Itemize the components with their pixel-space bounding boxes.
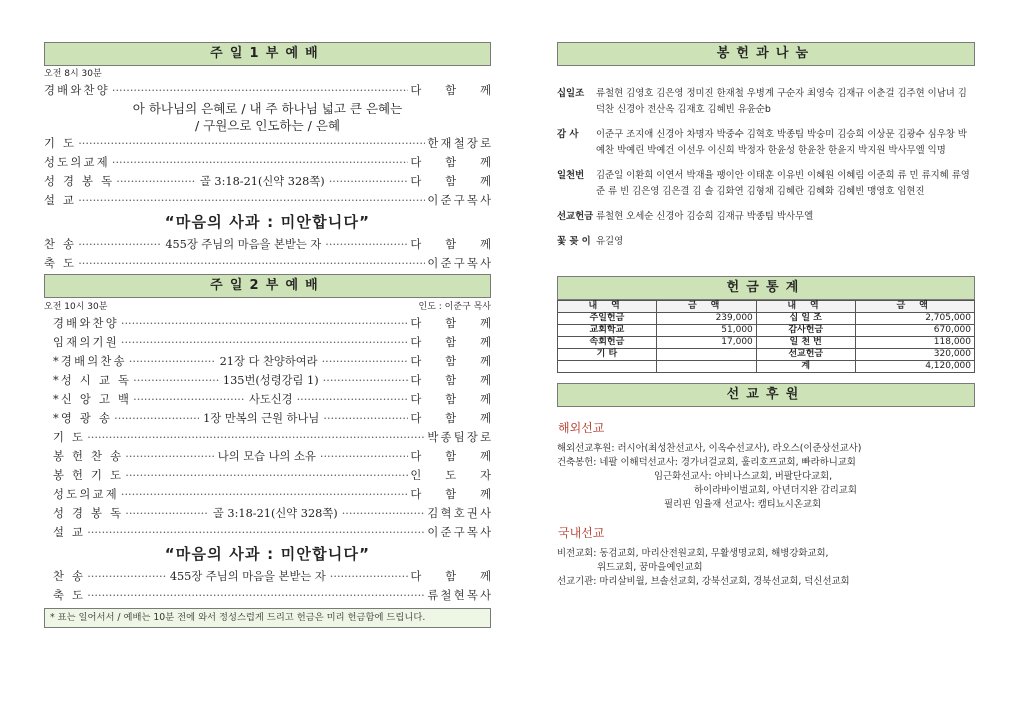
order-label: 임재의기원: [53, 336, 119, 349]
mission-line: 비전교회: 동검교회, 마리산전원교회, 무활생명교회, 해병강화교회,: [557, 548, 829, 559]
table-cell: 십 일 조: [756, 313, 855, 325]
opening-hymn-lyrics: [44, 100, 491, 134]
order-label: 설 교: [53, 526, 86, 539]
order-row: [44, 134, 494, 153]
domestic-heading: 국내선교: [558, 526, 605, 540]
leader-dots: [121, 333, 409, 352]
order-detail: 사도신경: [248, 393, 293, 406]
offering-entry: [557, 86, 975, 118]
order-label: *영 광 송: [53, 412, 113, 425]
offering-entry: [557, 127, 975, 159]
order-row: [53, 567, 502, 586]
leader-dots: [125, 447, 214, 466]
service1-title: 주일1부예배: [44, 42, 491, 66]
leader-dots: [323, 409, 408, 428]
order-row: [44, 254, 494, 273]
order-label: 성 경 봉 독: [53, 507, 124, 520]
table-cell: 51,000: [656, 325, 756, 337]
mission-line: 필리핀 임율재 선교사: 캠티뇨시온교회: [664, 499, 822, 510]
order-row: [44, 81, 502, 100]
leader-dots: [322, 352, 409, 371]
order-row: [53, 504, 494, 523]
table-cell: 4,120,000: [855, 361, 974, 373]
order-label: 설 교: [44, 194, 77, 207]
offering-category: 일천번: [557, 170, 585, 181]
worship-note: * 표는 일어서서 / 예배는 10분 전에 와서 정성스럽게 드리고 헌금은 미리 헌금함에 드립니다.: [44, 608, 491, 628]
order-row: [53, 314, 502, 333]
order-detail: 나의 모습 나의 소유: [217, 450, 316, 463]
service2-title: 주일2부예배: [44, 274, 491, 298]
offering-names: 이준구 조지애 신경아 차명자 박중수 김혁호 박종팀 박숭미 김승희 이상문 김광수 심우창 박예찬 박예린 박예건 이선우 이신희 박정자 한윤성 한윤찬 한윤지 박지원 박사무엘 익명: [596, 129, 967, 156]
table-cell: 2,705,000: [855, 313, 974, 325]
leader-dots: [133, 390, 245, 409]
table-cell: 교회학교: [558, 325, 657, 337]
order-leader: 다 함 께: [410, 238, 502, 251]
domestic-list: [557, 547, 975, 589]
table-cell: [558, 361, 657, 373]
offering-stats-table: [557, 300, 975, 373]
order-leader: 다 함 께: [410, 488, 502, 501]
worship-order-column: [44, 42, 502, 628]
leader-dots: [323, 371, 409, 390]
leader-dots: [114, 409, 199, 428]
order-detail: 1장 만복의 근원 하나님: [203, 412, 320, 425]
order-label: 기 도: [44, 137, 77, 150]
order-leader: 한재철장로: [427, 137, 494, 150]
order-label: *경배의찬송: [53, 355, 127, 368]
order-leader: 다 함 께: [410, 393, 502, 406]
order-row: [44, 153, 502, 172]
leader-dots: [87, 428, 425, 447]
offering-entry: [557, 209, 975, 225]
order-row: [53, 586, 494, 605]
lyric-line: 아 하나님의 은혜로 / 내 주 하나님 넓고 큰 은혜는: [132, 101, 403, 116]
order-row: [53, 485, 502, 504]
table-header: 금 액: [656, 301, 756, 313]
leader-dots: [329, 172, 409, 191]
order-leader: 인 도 자: [410, 469, 502, 482]
offering-category: 꽃 꽂 이: [557, 236, 591, 247]
table-cell: 239,000: [656, 313, 756, 325]
mission-line: 해외선교후원: 러시아(최성찬선교사, 이옥수선교사), 라오스(이준상선교사): [557, 443, 862, 454]
leader-dots: [87, 586, 425, 605]
leader-dots: [297, 390, 409, 409]
order-label: 축 도: [44, 257, 77, 270]
leader-dots: [78, 254, 425, 273]
order-row: [44, 191, 494, 210]
service2-time: 오전 10시 30분: [44, 302, 108, 312]
order-leader: 다 함 께: [410, 355, 502, 368]
table-cell: 선교헌금: [756, 349, 855, 361]
order-label: 찬 송: [53, 570, 86, 583]
stats-title: 헌금통계: [557, 276, 975, 300]
offering-category: 감 사: [557, 129, 579, 140]
service2-leader: 인도 : 이준구 목사: [418, 302, 491, 312]
order-label: 봉 헌 찬 송: [53, 450, 124, 463]
leader-dots: [116, 172, 196, 191]
table-cell: 670,000: [855, 325, 974, 337]
order-leader: 다 함 께: [410, 317, 502, 330]
mission-title: 선교후원: [557, 383, 975, 407]
table-row: [558, 325, 975, 337]
order-leader: 이준구목사: [427, 526, 494, 539]
order-label: 기 도: [53, 431, 86, 444]
table-header: 내 역: [756, 301, 855, 313]
order-row: [53, 333, 502, 352]
order-leader: 류철현목사: [427, 589, 494, 602]
order-leader: 다 함 께: [410, 570, 502, 583]
order-detail: 135번(성령강림 1): [222, 374, 319, 387]
order-leader: 다 함 께: [410, 374, 502, 387]
table-cell: 118,000: [855, 337, 974, 349]
leader-dots: [129, 352, 216, 371]
service1-time: 오전 8시 30분: [44, 69, 102, 79]
order-row: [53, 352, 502, 371]
order-row: [44, 235, 502, 254]
order-label: 성도의교제: [53, 488, 119, 501]
table-row: [558, 361, 975, 373]
leader-dots: [325, 235, 408, 254]
order-detail: 21장 다 찬양하여라: [219, 355, 318, 368]
order-row: [53, 428, 494, 447]
leader-dots: [87, 567, 166, 586]
order-row: [53, 390, 502, 409]
table-cell: 감사헌금: [756, 325, 855, 337]
leader-dots: [330, 567, 409, 586]
order-label: *성 시 교 독: [53, 374, 132, 387]
order-label: 찬 송: [44, 238, 77, 251]
mission-line: 선교기관: 마리살비월, 브솔선교회, 강북선교회, 경북선교회, 덕신선교회: [557, 576, 850, 587]
leader-dots: [78, 191, 425, 210]
offering-category: 십일조: [557, 88, 585, 99]
order-leader: 다 함 께: [410, 175, 502, 188]
table-cell: 속회헌금: [558, 337, 657, 349]
table-cell: 주일헌금: [558, 313, 657, 325]
leader-dots: [125, 466, 408, 485]
order-row: [44, 172, 502, 191]
order-detail: 골 3:18-21(신약 328쪽): [199, 175, 325, 188]
order-row: [53, 409, 502, 428]
table-row: [558, 349, 975, 361]
overseas-list: [557, 442, 975, 512]
leader-dots: [342, 504, 426, 523]
table-cell: 계: [756, 361, 855, 373]
offering-names: 류철현 오세순 신경아 김승희 김재규 박종팀 박사무엘: [596, 211, 814, 222]
table-header: 내 역: [558, 301, 657, 313]
table-cell: [656, 349, 756, 361]
order-leader: 박종팀장로: [427, 431, 494, 444]
order-row: [53, 371, 502, 390]
table-header: 금 액: [855, 301, 974, 313]
table-cell: 일 천 번: [756, 337, 855, 349]
leader-dots: [87, 523, 425, 542]
leader-dots: [112, 81, 409, 100]
offering-names: 김준일 이환희 이연서 박재율 팽이안 이태훈 이유빈 이혜원 이혜림 이준희 류 민 류지혜 류영준 류 빈 김은영 김은결 김 솔 김화연 김형채 김혜란 김혜화 김혜빈 맹영호 임현진: [596, 170, 970, 197]
order-leader: 다 함 께: [410, 412, 502, 425]
order-detail: 455장 주님의 마음을 본받는 자: [169, 570, 326, 583]
table-cell: 320,000: [855, 349, 974, 361]
table-cell: 기 타: [558, 349, 657, 361]
order-leader: 이준구목사: [427, 194, 494, 207]
order-leader: 다 함 께: [410, 336, 502, 349]
order-leader: 김혁호권사: [427, 507, 494, 520]
offering-category: 선교헌금: [557, 211, 594, 222]
order-leader: 이준구목사: [427, 257, 494, 270]
offering-names: 류철현 김영호 김은영 정미진 한재철 우병계 구순자 최영숙 김재규 이춘걸 김주현 이남녀 김덕찬 신경아 전산옥 김재호 김혜빈 유윤순b: [596, 88, 967, 115]
offering-entry: [557, 168, 975, 200]
table-row: [558, 337, 975, 349]
order-detail: 455장 주님의 마음을 본받는 자: [165, 238, 322, 251]
leader-dots: [121, 314, 409, 333]
order-leader: 다 함 께: [410, 450, 502, 463]
leader-dots: [133, 371, 219, 390]
offering-title: 봉헌과나눔: [557, 42, 975, 66]
order-label: 축 도: [53, 589, 86, 602]
leader-dots: [78, 235, 161, 254]
offering-column: [557, 42, 975, 589]
leader-dots: [125, 504, 209, 523]
order-row: [53, 466, 502, 485]
leader-dots: [320, 447, 409, 466]
order-row: [53, 523, 494, 542]
order-label: 봉 헌 기 도: [53, 469, 124, 482]
overseas-heading: 해외선교: [558, 421, 605, 435]
leader-dots: [121, 485, 409, 504]
order-label: 경배와찬양: [44, 84, 110, 97]
order-detail: 골 3:18-21(신약 328쪽): [212, 507, 338, 520]
order-leader: 다 함 께: [410, 84, 502, 97]
offering-list: [557, 86, 975, 250]
sermon-title: “마음의 사과 : 미안합니다”: [164, 545, 371, 563]
sermon-title: “마음의 사과 : 미안합니다”: [164, 213, 371, 231]
order-label: 성도의교제: [44, 156, 110, 169]
offering-names: 유길영: [596, 236, 624, 247]
mission-line: 위드교회, 꿈마을예인교회: [597, 562, 703, 573]
order-leader: 다 함 께: [410, 156, 502, 169]
mission-line: 하이라바이벌교회, 아년더지완 감리교회: [694, 485, 857, 496]
order-label: 경배와찬양: [53, 317, 119, 330]
table-row: [558, 313, 975, 325]
table-cell: [656, 361, 756, 373]
leader-dots: [112, 153, 409, 172]
mission-line: 임근화선교사: 아비나스교회, 버팔단다교회,: [654, 471, 833, 482]
order-label: *신 앙 고 백: [53, 393, 132, 406]
mission-line: 건축봉헌: 네팔 이해덕선교사: 경가녀걸교회, 훌리호프교회, 빠라하니교회: [557, 457, 856, 468]
table-cell: 17,000: [656, 337, 756, 349]
offering-entry: [557, 234, 975, 250]
lyric-line: / 구원으로 인도하는 / 은혜: [194, 118, 341, 133]
leader-dots: [78, 134, 425, 153]
order-label: 성 경 봉 독: [44, 175, 115, 188]
order-row: [53, 447, 502, 466]
